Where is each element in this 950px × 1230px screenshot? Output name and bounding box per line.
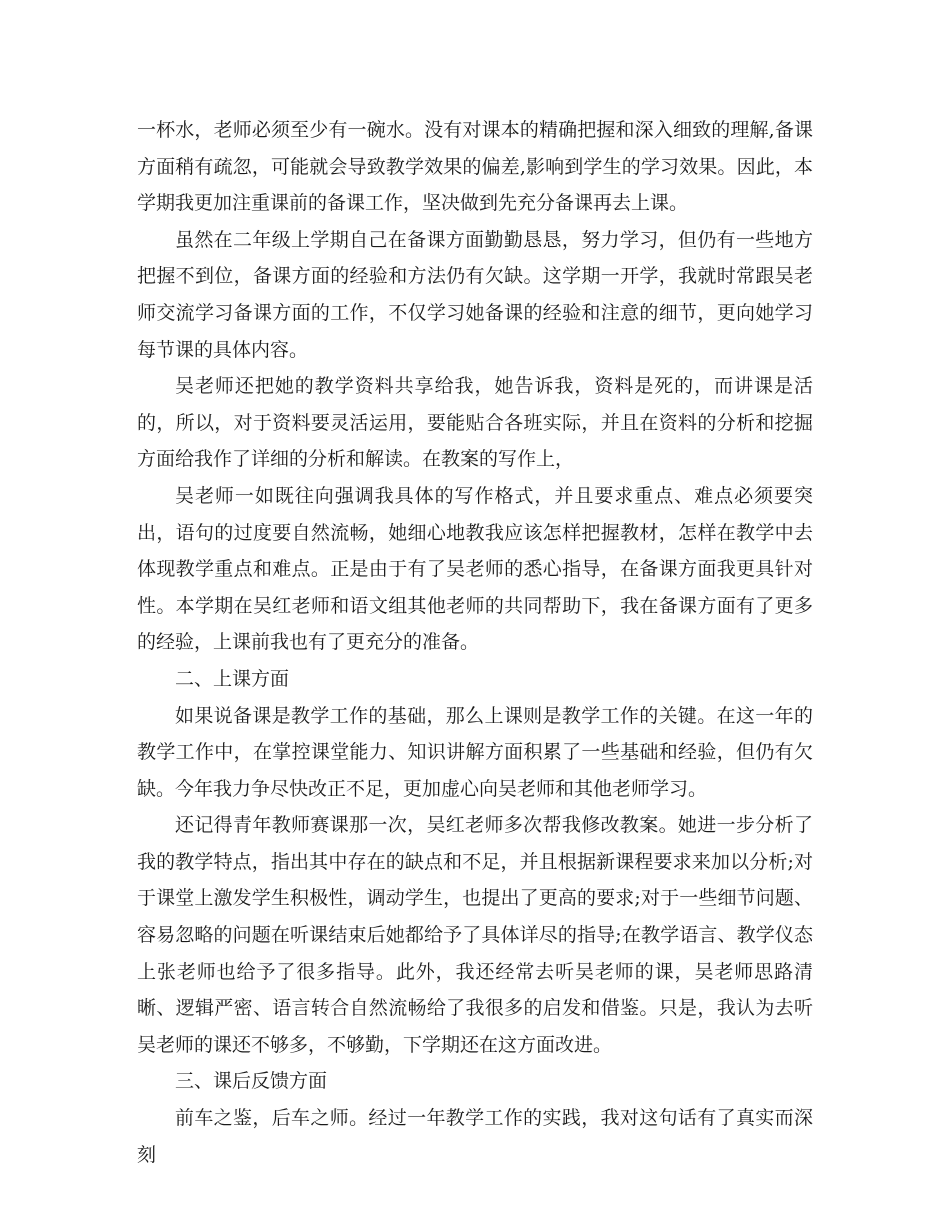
paragraph: 前车之鉴，后车之师。经过一年教学工作的实践，我对这句话有了真实而深刻 <box>137 1107 813 1166</box>
paragraph: 吴老师还把她的教学资料共享给我，她告诉我，资料是死的，而讲课是活的，所以，对于资料要灵活运用，要能贴合各班实际，并且在资料的分析和挖掘方面给我作了详细的分析和解读。在教案的写作上， <box>137 375 813 471</box>
paragraph: 如果说备课是教学工作的基础，那么上课则是教学工作的关键。在这一年的教学工作中，在掌控课堂能力、知识讲解方面积累了一些基础和经验，但仍有欠缺。今年我力争尽快改正不足，更加虚心向吴老师和其他老师学习。 <box>137 704 813 800</box>
paragraph: 吴老师一如既往向强调我具体的写作格式，并且要求重点、难点必须要突出，语句的过度要自然流畅，她细心地教我应该怎样把握教材，怎样在教学中去体现教学重点和难点。正是由于有了吴老师的悉心指导，在备课方面我更具针对性。本学期在吴红老师和语文组其他老师的共同帮助下，我在备课方面有了更多的经验，上课前我也有了更充分的准备。 <box>137 484 813 654</box>
document-body <box>137 112 813 1173</box>
section-heading: 二、上课方面 <box>175 667 290 690</box>
paragraph: 虽然在二年级上学期自己在备课方面勤勤恳恳，努力学习，但仍有一些地方把握不到位，备课方面的经验和方法仍有欠缺。这学期一开学，我就时常跟吴老师交流学习备课方面的工作，不仅学习她备课的经验和注意的细节，更向她学习每节课的具体内容。 <box>137 228 813 361</box>
section-heading: 三、课后反馈方面 <box>175 1070 328 1093</box>
paragraph: 还记得青年教师赛课那一次，吴红老师多次帮我修改教案。她进一步分析了我的教学特点，指出其中存在的缺点和不足，并且根据新课程要求来加以分析;对于课堂上激发学生积极性，调动学生，也提出了更高的要求;对于一些细节问题、容易忽略的问题在听课结束后她都给予了具体详尽的指导;在教学语言、教学仪态上张老师也给予了很多指导。此外，我还经常去听吴老师的课，吴老师思路清晰、逻辑严密、语言转合自然流畅给了我很多的启发和借鉴。只是，我认为去听吴老师的课还不够多，不够勤，下学期还在这方面改进。 <box>137 814 813 1056</box>
paragraph: 一杯水，老师必须至少有一碗水。没有对课本的精确把握和深入细致的理解,备课方面稍有疏忽，可能就会导致教学效果的偏差,影响到学生的学习效果。因此，本学期我更加注重课前的备课工作，坚决做到先充分备课再去上课。 <box>137 119 813 215</box>
